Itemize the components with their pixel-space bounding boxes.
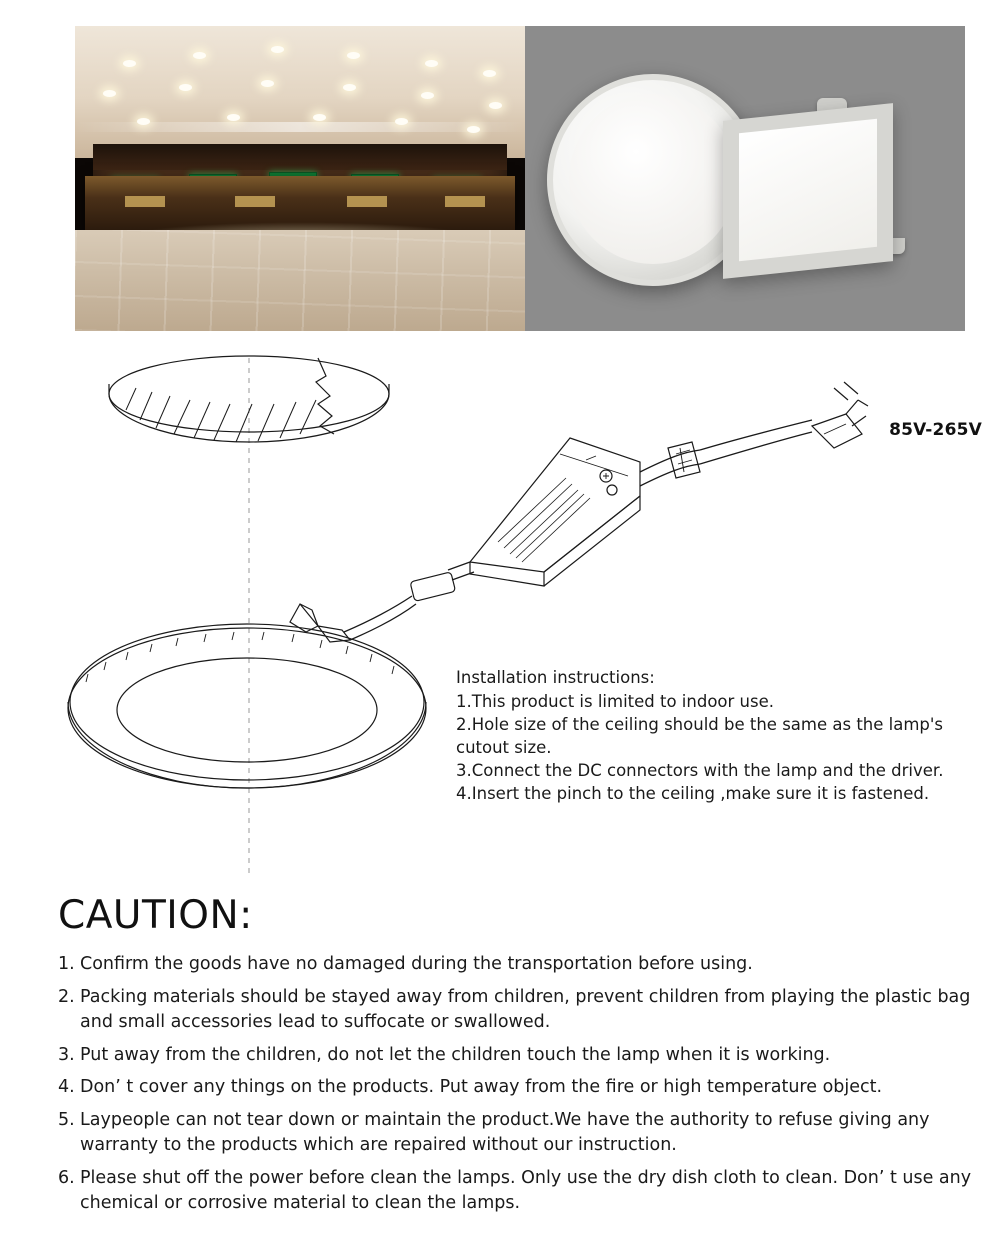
caution-item bbox=[58, 985, 978, 1036]
caution-item bbox=[58, 1075, 978, 1101]
caution-item-text: Laypeople can not tear down or maintain the product.We have the authority to refuse giving any warranty to the products which are repaired without our instruction. bbox=[80, 1109, 930, 1155]
ceiling-spotlight bbox=[193, 52, 206, 59]
product-photo-band bbox=[75, 26, 965, 331]
panel-product-photo bbox=[525, 26, 965, 331]
counter-plaque bbox=[347, 196, 387, 207]
ceiling-spotlight bbox=[483, 70, 496, 77]
square-panel-light bbox=[723, 103, 893, 279]
store-floor bbox=[75, 230, 525, 331]
caution-item-number: 1. bbox=[58, 954, 75, 974]
installation-step: 2.Hole size of the ceiling should be the same as the lamp's cutout size. bbox=[456, 715, 944, 757]
ceiling-spotlight bbox=[395, 118, 408, 125]
ceiling-spotlight bbox=[271, 46, 284, 53]
caution-item-number: 2. bbox=[58, 986, 75, 1007]
caution-item-number: 5. bbox=[58, 1109, 75, 1130]
installation-step: 4.Insert the pinch to the ceiling ,make sure it is fastened. bbox=[456, 784, 930, 803]
ceiling-spotlight bbox=[103, 90, 116, 97]
caution-item bbox=[58, 1166, 978, 1217]
ceiling-spotlight bbox=[421, 92, 434, 99]
caution-item-number: 3. bbox=[58, 1044, 75, 1065]
store-interior-photo bbox=[75, 26, 525, 331]
installation-diagram bbox=[0, 330, 1000, 890]
installation-instructions bbox=[456, 666, 996, 805]
ceiling-spotlight bbox=[123, 60, 136, 67]
counter-plaque bbox=[445, 196, 485, 207]
ac-power-cord bbox=[640, 382, 868, 486]
ceiling-spotlight bbox=[467, 126, 480, 133]
ceiling-spotlight bbox=[137, 118, 150, 125]
ceiling-spotlight bbox=[347, 52, 360, 59]
round-led-panel-light bbox=[68, 604, 426, 788]
caution-item bbox=[58, 1043, 978, 1069]
led-driver bbox=[470, 438, 640, 586]
installation-step: 1.This product is limited to indoor use. bbox=[456, 692, 774, 711]
counter-plaque bbox=[125, 196, 165, 207]
installation-heading: Installation instructions: bbox=[456, 668, 655, 687]
installation-step: 3.Connect the DC connectors with the lamp and the driver. bbox=[456, 761, 944, 780]
caution-item-text: Please shut off the power before clean the lamps. Only use the dry dish cloth to clean. Don’ t use any chemical or corrosive material to clean the lamps. bbox=[80, 1167, 972, 1213]
ceiling-spotlight bbox=[179, 84, 192, 91]
ceiling-spotlight bbox=[227, 114, 240, 121]
dc-connector-wire bbox=[344, 562, 474, 640]
ceiling bbox=[75, 26, 525, 158]
counter-plaque bbox=[235, 196, 275, 207]
caution-item-text: Packing materials should be stayed away from children, prevent children from playing the plastic bag and small accessories lead to suffocate or swallowed. bbox=[80, 986, 971, 1032]
caution-item-text: Confirm the goods have no damaged during the transportation before using. bbox=[80, 954, 753, 974]
caution-item-number: 4. bbox=[58, 1077, 75, 1097]
caution-item bbox=[58, 1108, 978, 1159]
ceiling-spotlight bbox=[313, 114, 326, 121]
caution-item-text: Put away from the children, do not let the children touch the lamp when it is working. bbox=[80, 1044, 831, 1065]
caution-item-number: 6. bbox=[58, 1167, 75, 1188]
caution-section bbox=[58, 893, 978, 1224]
ceiling-spotlight bbox=[425, 60, 438, 67]
voltage-label: 85V-265V bbox=[889, 420, 982, 440]
caution-item bbox=[58, 952, 978, 978]
ceiling-spotlight bbox=[343, 84, 356, 91]
caution-list bbox=[58, 952, 978, 1217]
ceiling-spotlight bbox=[489, 102, 502, 109]
store-header-band bbox=[93, 144, 507, 170]
caution-item-text: Don’ t cover any things on the products. Put away from the fire or high temperature object. bbox=[80, 1077, 883, 1097]
ceiling-spotlight bbox=[261, 80, 274, 87]
caution-title: CAUTION: bbox=[58, 893, 253, 938]
